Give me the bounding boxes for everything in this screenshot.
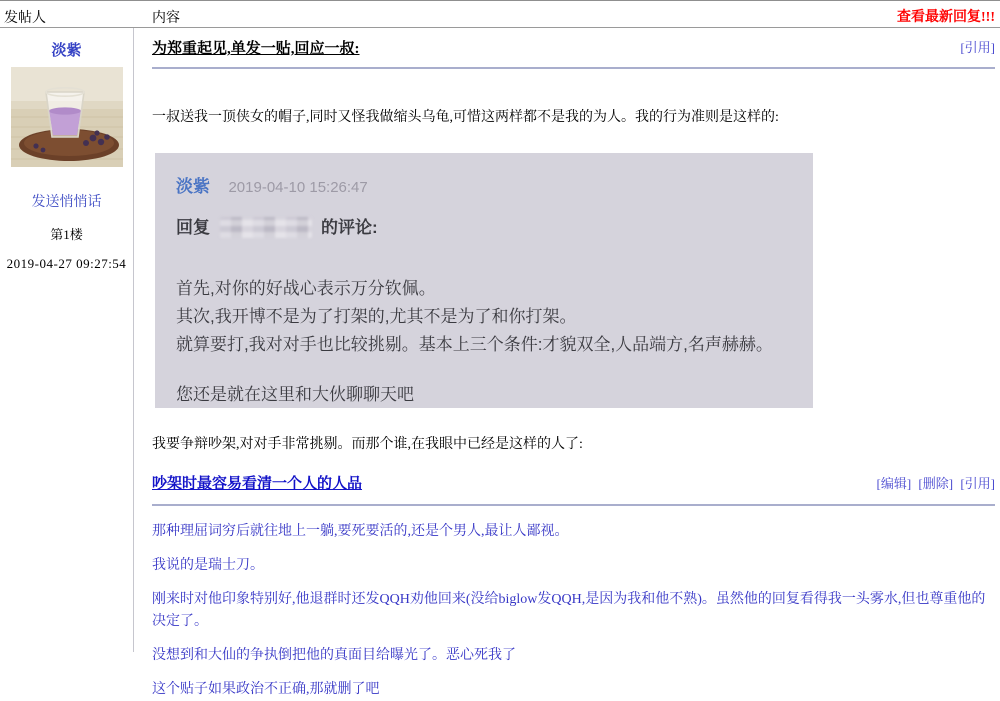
post-timestamp: 2019-04-27 09:27:54 — [6, 256, 127, 271]
view-latest-reply-link[interactable]: 查看最新回复!!! — [897, 10, 995, 25]
post-paragraph: 这个贴子如果政治不正确,那就删了吧 — [152, 682, 380, 697]
post-paragraph: 那种理屈词穷后就往地上一躺,要死要活的,还是个男人,最让人鄙视。 — [152, 524, 569, 539]
quoted-comment-header — [176, 172, 813, 197]
post-paragraphs — [152, 521, 995, 701]
censored-username-blur — [220, 217, 312, 238]
quoted-datetime: 2019-04-10 15:26:47 — [228, 179, 368, 196]
post-title: 为郑重起见,单发一贴,回应一叔: — [152, 41, 360, 57]
quoted-line: 就算要打,我对对手也比较挑剔。基本上三个条件:才貌双全,人品端方,名声赫赫。 — [176, 335, 773, 354]
quoted-comment-body — [176, 275, 813, 359]
linked-post-title[interactable]: 吵架时最容易看清一个人的人品 — [152, 476, 363, 492]
reply-suffix: 的评论: — [321, 218, 378, 237]
post-action-links — [872, 473, 995, 492]
poster-sidebar — [0, 28, 134, 652]
post-body-row — [0, 28, 1000, 697]
middle-paragraph: 我要争辩吵架,对对手非常挑剔。而那个谁,在我眼中已经是这样的人了: — [152, 437, 583, 452]
quoted-author: 淡紫 — [176, 177, 210, 196]
quoted-reply-line — [176, 213, 813, 238]
send-private-message-link[interactable]: 发送悄悄话 — [31, 195, 102, 210]
quote-post-link[interactable]: [引用] — [960, 40, 995, 55]
edit-link[interactable]: [编辑] — [876, 476, 912, 491]
poster-column-header: 发帖人 — [4, 11, 46, 26]
post-paragraph: 我说的是瑞士刀。 — [152, 558, 264, 573]
delete-link[interactable]: [删除] — [918, 476, 954, 491]
post-paragraph: 刚来时对他印象特别好,他退群时还发QQH劝他回来(没给biglow发QQH,是因为我和他不熟)。虽然他的回复看得我一头雾水,但也尊重他的决定了。 — [152, 592, 986, 629]
quoted-line: 您还是就在这里和大伙聊聊天吧 — [176, 385, 414, 404]
reply-prefix: 回复 — [176, 218, 210, 237]
forum-header-row — [0, 0, 1000, 28]
intro-paragraph: 一叔送我一顶侠女的帽子,同时又怪我做缩头乌龟,可惜这两样都不是我的为人。我的行为准则是这样的: — [152, 110, 779, 125]
content-column-header: 内容 — [152, 11, 180, 26]
quoted-line: 首先,对你的好战心表示万分钦佩。 — [176, 279, 436, 298]
title-divider — [152, 67, 995, 69]
quoted-comment-screenshot — [155, 153, 813, 408]
post-title-row — [152, 37, 995, 58]
floor-number: 第1楼 — [50, 227, 83, 242]
linked-post-row — [152, 472, 995, 493]
lavender-drink-photo-icon — [11, 67, 123, 167]
post-content-area — [134, 28, 1000, 697]
avatar — [0, 67, 133, 172]
linked-post-divider — [152, 504, 995, 506]
post-paragraph: 没想到和大仙的争执倒把他的真面目给曝光了。恶心死我了 — [152, 648, 516, 663]
poster-username: 淡紫 — [51, 43, 82, 59]
quote-link[interactable]: [引用] — [960, 476, 995, 491]
quoted-line: 其次,我开博不是为了打架的,尤其不是为了和你打架。 — [176, 307, 577, 326]
